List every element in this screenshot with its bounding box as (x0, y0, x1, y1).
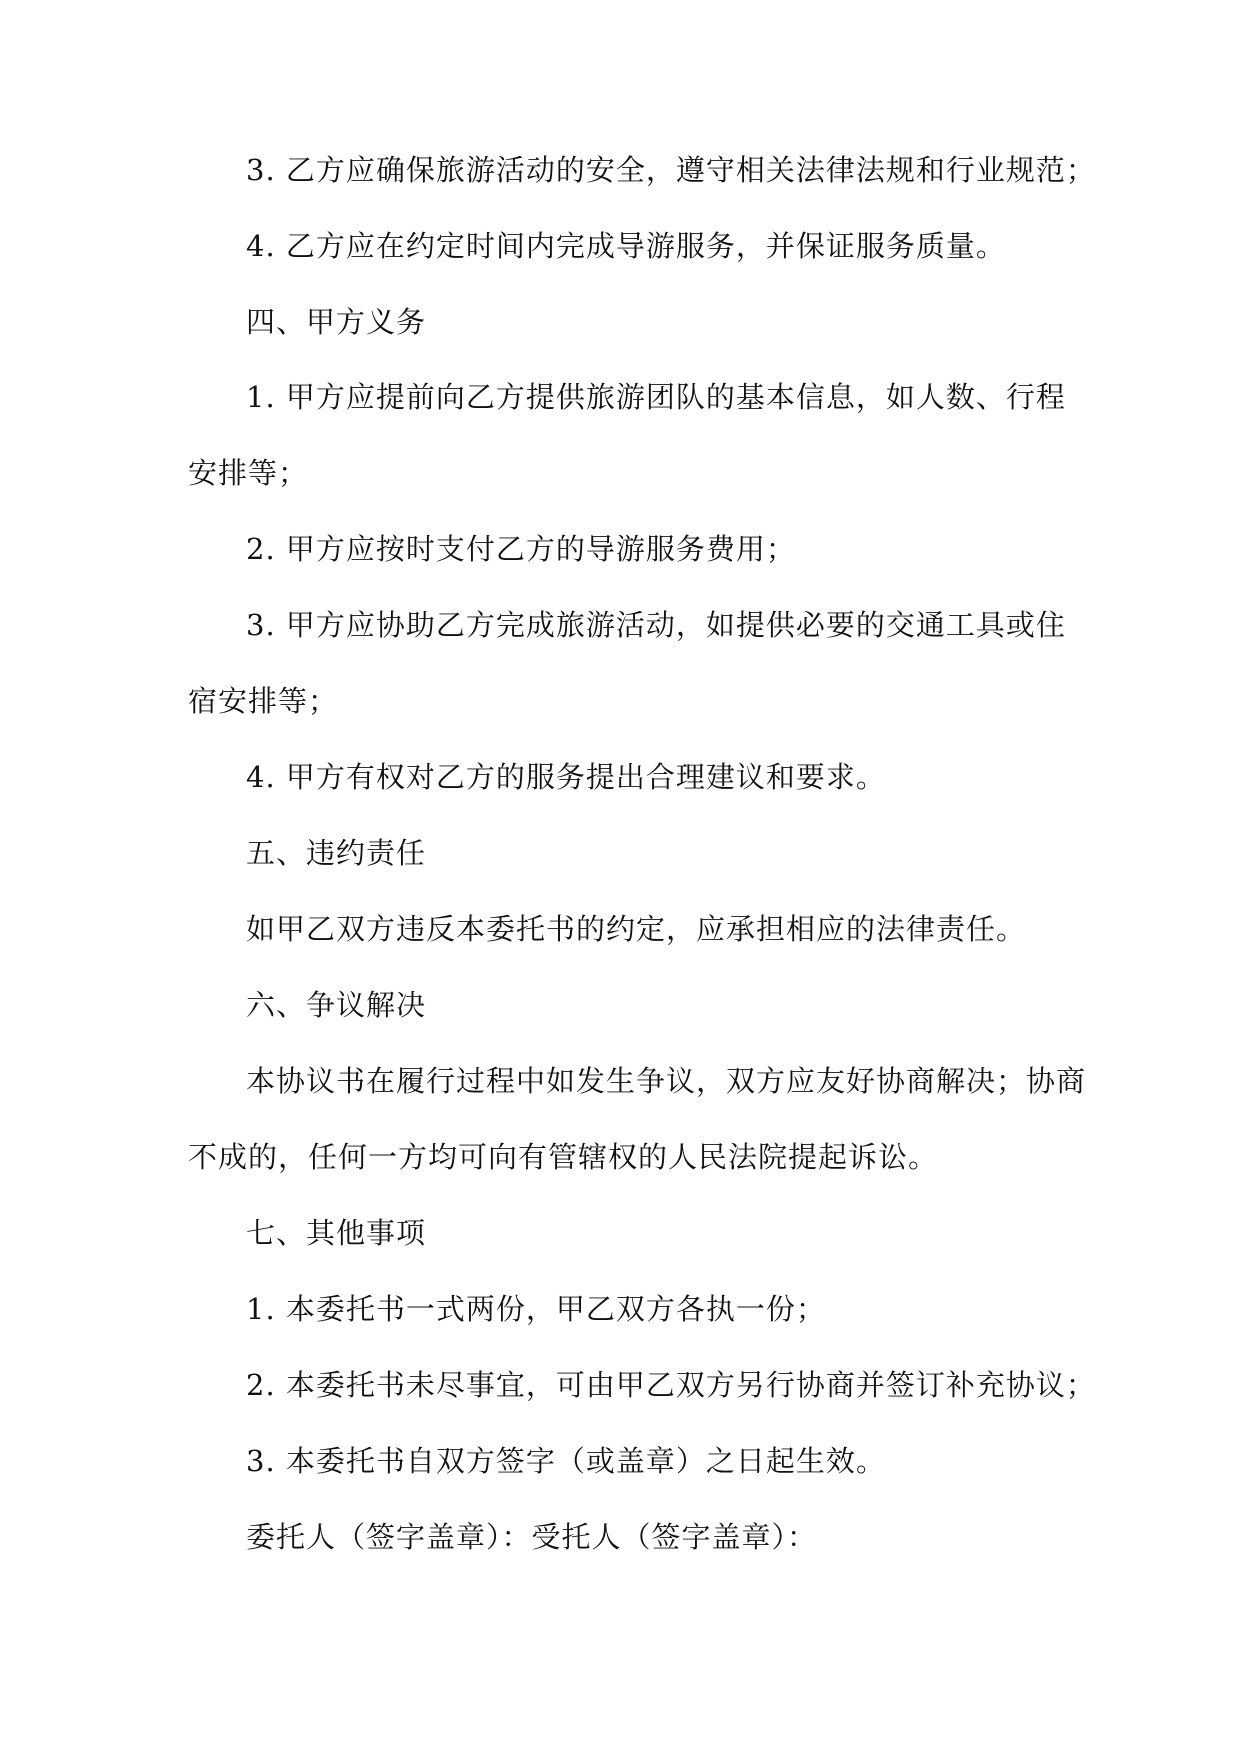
clause-jia-2: 2. 甲方应按时支付乙方的导游服务费用； (246, 532, 796, 566)
clause-jia-1: 1. 甲方应提前向乙方提供旅游团队的基本信息，如人数、行程 (246, 380, 1066, 414)
section-heading-6: 六、争议解决 (246, 988, 427, 1022)
section-heading-5: 五、违约责任 (246, 836, 427, 870)
clause-jia-4: 4. 甲方有权对乙方的服务提出合理建议和要求。 (246, 760, 886, 794)
clause-jia-3: 3. 甲方应协助乙方完成旅游活动，如提供必要的交通工具或住 (246, 608, 1066, 642)
liability-paragraph: 如甲乙双方违反本委托书的约定，应承担相应的法律责任。 (246, 912, 1027, 946)
section-heading-7: 七、其他事项 (246, 1216, 427, 1250)
dispute-paragraph-cont: 不成的，任何一方均可向有管辖权的人民法院提起诉讼。 (188, 1140, 939, 1174)
clause-yi-3: 3. 乙方应确保旅游活动的安全，遵守相关法律法规和行业规范； (246, 153, 1096, 187)
section-heading-4: 四、甲方义务 (246, 305, 427, 339)
dispute-paragraph: 本协议书在履行过程中如发生争议，双方应友好协商解决；协商 (246, 1064, 1087, 1098)
other-clause-3: 3. 本委托书自双方签字（或盖章）之日起生效。 (246, 1444, 886, 1478)
other-clause-1: 1. 本委托书一式两份，甲乙双方各执一份； (246, 1292, 826, 1326)
clause-jia-1-cont: 安排等； (188, 456, 309, 490)
signature-line: 委托人（签字盖章）：受托人（签字盖章）： (246, 1520, 818, 1554)
clause-jia-3-cont: 宿安排等； (188, 684, 339, 718)
other-clause-2: 2. 本委托书未尽事宜，可由甲乙双方另行协商并签订补充协议； (246, 1368, 1096, 1402)
clause-yi-4: 4. 乙方应在约定时间内完成导游服务，并保证服务质量。 (246, 229, 1006, 263)
